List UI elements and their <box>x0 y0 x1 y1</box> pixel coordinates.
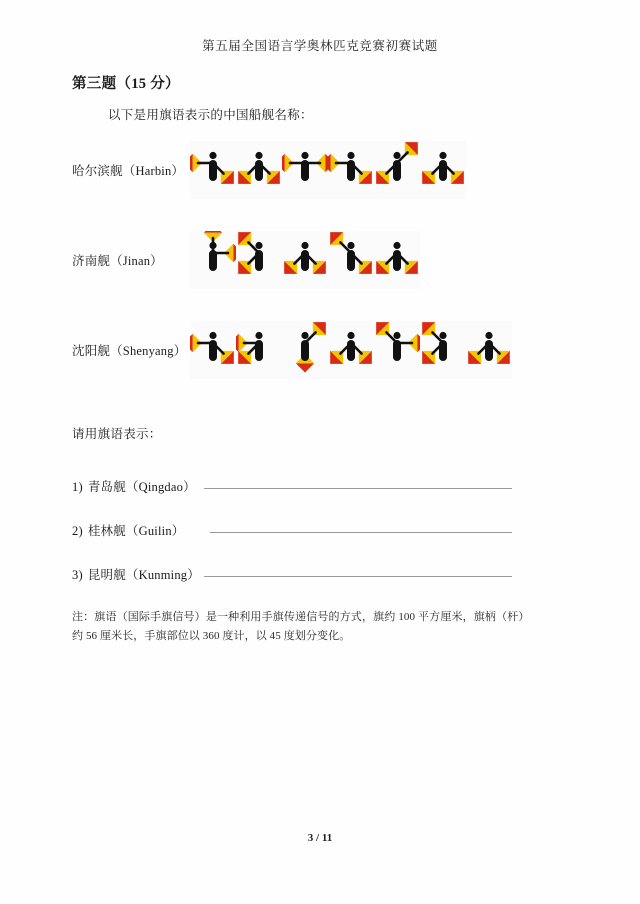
semaphore-figure-jinan-3 <box>282 231 328 289</box>
semaphore-strip-jinan <box>190 231 420 289</box>
question-item-1 <box>72 477 512 495</box>
semaphore-figure-shenyang-2 <box>236 321 282 379</box>
semaphore-figure-harbin-5 <box>374 141 420 199</box>
question-number-2: 2) <box>72 524 83 538</box>
question-label-1: 青岛舰（Qingdao） <box>87 480 196 494</box>
question-label-2: 桂林舰（Guilin） <box>87 524 185 538</box>
semaphore-row-harbin <box>72 134 572 206</box>
ship-label-jinan: 济南舰（Jinan） <box>72 254 163 268</box>
document-header-title: 第五届全国语言学奥林匹克竞赛初赛试题 <box>202 39 438 53</box>
semaphore-row-shenyang <box>72 314 572 386</box>
semaphore-strip-harbin <box>190 141 466 199</box>
semaphore-figure-harbin-2 <box>236 141 282 199</box>
semaphore-figure-shenyang-4 <box>328 321 374 379</box>
semaphore-figure-harbin-4 <box>328 141 374 199</box>
semaphore-figure-jinan-2 <box>236 231 282 289</box>
semaphore-figure-shenyang-5 <box>374 321 420 379</box>
ask-prompt-text: 请用旗语表示： <box>72 427 162 441</box>
intro-text: 以下是用旗语表示的中国船舰名称： <box>108 108 313 122</box>
semaphore-row-jinan <box>72 224 572 296</box>
semaphore-figure-shenyang-3 <box>282 321 328 379</box>
question-number-1: 1) <box>72 480 83 494</box>
semaphore-figure-harbin-6 <box>420 141 466 199</box>
page-number-footer: 3 / 11 <box>307 832 333 844</box>
question-label-3: 昆明舰（Kunming） <box>87 568 200 582</box>
semaphore-figure-jinan-5 <box>374 231 420 289</box>
semaphore-figure-harbin-3 <box>282 141 328 199</box>
page-title: 第三题（15 分） <box>72 76 180 92</box>
answer-blank-2[interactable] <box>210 531 512 533</box>
semaphore-figure-shenyang-7 <box>466 321 512 379</box>
ship-label-shenyang: 沈阳舰（Shenyang） <box>72 344 187 358</box>
semaphore-figure-harbin-1 <box>190 141 236 199</box>
semaphore-figure-jinan-4 <box>328 231 374 289</box>
semaphore-figure-shenyang-6 <box>420 321 466 379</box>
semaphore-strip-shenyang <box>190 321 512 379</box>
semaphore-figure-shenyang-1 <box>190 321 236 379</box>
question-item-3 <box>72 565 512 583</box>
question-number-3: 3) <box>72 568 83 582</box>
semaphore-figure-jinan-1 <box>190 231 236 289</box>
answer-blank-1[interactable] <box>204 487 512 489</box>
footnote-text: 注：旗语（国际手旗信号）是一种利用手旗传递信号的方式，旗约 100 平方厘米，旗柄（杆）约 56 厘米长，手旗部位以 360 度计，以 45 度划分变化。 <box>72 611 524 643</box>
question-item-2 <box>72 521 512 539</box>
ship-label-harbin: 哈尔滨舰（Harbin） <box>72 164 185 178</box>
answer-blank-3[interactable] <box>204 575 512 577</box>
